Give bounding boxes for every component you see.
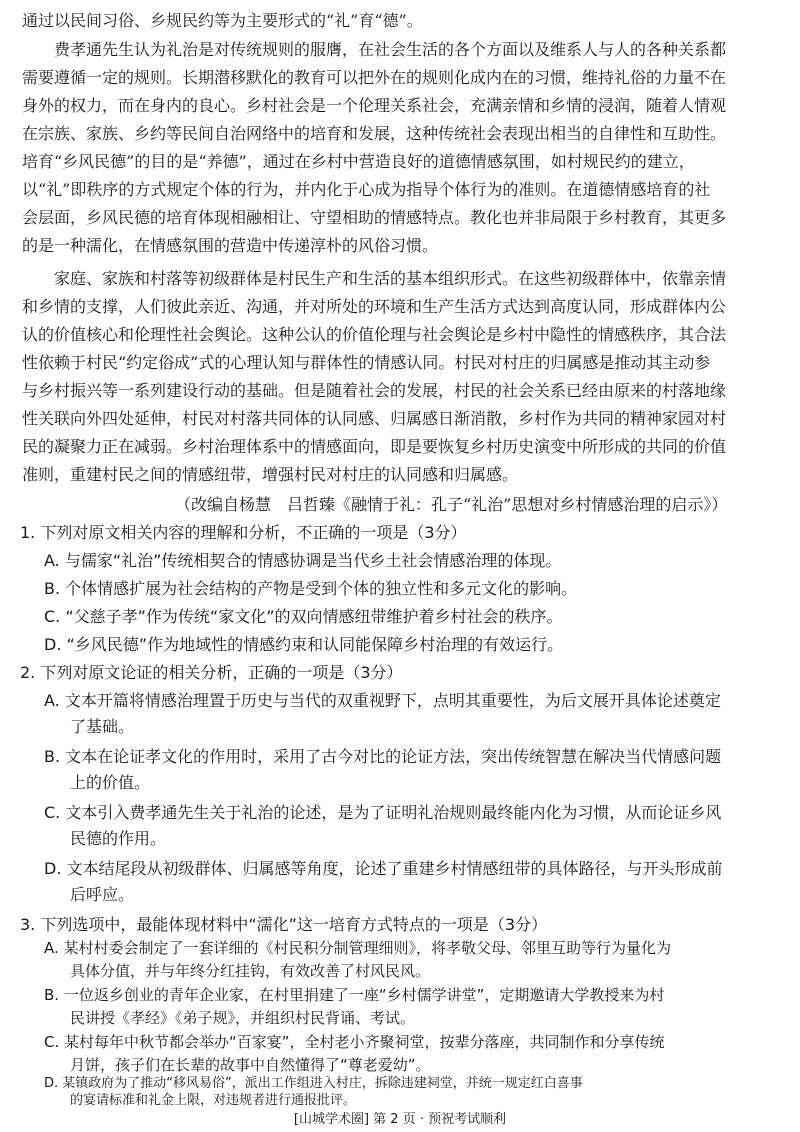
source-citation: （改编自杨慧 吕哲臻《融情于礼：孔子“礼治”思想对乡村情感治理的启示》）	[175, 495, 728, 514]
option-d: D. 文本结尾段从初级群体、归属感等角度，论述了重建乡村情感纽带的具体路径，与开头形成前	[44, 859, 723, 878]
option-c-cont: 民德的作用。	[70, 829, 167, 848]
option-a-cont: 了基础。	[70, 717, 135, 736]
option-d-cont: 后呼应。	[70, 885, 135, 904]
passage-line: 需要遵循一定的规则。长期潜移默化的教育可以把外在的规则化成内在的习惯，维持礼俗的力量不在	[22, 68, 727, 87]
option-c: C. “父慈子孝”作为传统“家文化”的双向情感纽带维护着乡村社会的秩序。	[44, 607, 563, 626]
option-a: A. 某村村委会制定了一套详细的《村民积分制管理细则》，将孝敬父母、邻里互助等行为量化为	[44, 939, 672, 957]
option-b-cont: 上的价值。	[70, 773, 151, 792]
passage-line: 民的凝聚力正在减弱。乡村治理体系中的情感面向，即是要恢复乡村历史演变中所形成的共同的价值	[22, 437, 727, 456]
passage-line: 性依赖于村民“约定俗成”式的心理认知与群体性的情感认同。村民对村庄的归属感是推动其主动参	[22, 353, 711, 372]
passage-line: 的是一种濡化，在情感氛围的营造中传递淳朴的风俗习惯。	[22, 236, 439, 255]
option-a: A. 文本开篇将情感治理置于历史与当代的双重视野下，点明其重要性，为后文展开具体论述奠定	[44, 691, 721, 710]
passage-line: 和乡情的支撑，人们彼此亲近、沟通，并对所处的环境和生产生活方式达到高度认同，形成群体内公	[22, 297, 727, 316]
option-a: A. 与儒家“礼治”传统相契合的情感协调是当代乡土社会情感治理的体现。	[44, 551, 562, 570]
passage-line: 培育“乡风民德”的目的是“养德”，通过在乡村中营造良好的道德情感氛围，如村规民约的建立，	[22, 152, 695, 171]
option-b: B. 文本在论证孝文化的作用时，采用了古今对比的论证方法，突出传统智慧在解决当代情感问题	[44, 747, 722, 766]
option-d-cont: 的宴请标准和礼金上限，对违规者进行通报批评。	[70, 1093, 357, 1108]
option-c: C. 文本引入费孝通先生关于礼治的论述，是为了证明礼治规则最终能内化为习惯，从而论证乡风	[44, 803, 722, 822]
passage-line: 以“礼”即秩序的方式规定个体的行为，并内化于心成为指导个体行为的准则。在道德情感培育的社	[22, 180, 711, 199]
option-a-cont: 具体分值，并与年终分红挂钩，有效改善了村风民风。	[70, 962, 431, 980]
passage-line: 在宗族、家族、乡约等民间自治网络中的培育和发展，这种传统社会表现出相当的自律性和互助性。	[22, 124, 727, 143]
passage-line: 性关联向外四处延伸，村民对村落共同体的认同感、归属感日渐消散，乡村作为共同的精神家园对村	[22, 409, 727, 428]
passage-line: 与乡村振兴等一系列建设行动的基础。但是随着社会的发展，村民的社会关系已经由原来的村落地缘	[22, 381, 727, 400]
passage-line: 费孝通先生认为礼治是对传统规则的服膺，在社会生活的各个方面以及维系人与人的各种关系都	[54, 40, 727, 59]
question-stem: 1. 下列对原文相关内容的理解和分析，不正确的一项是（3分）	[20, 523, 467, 542]
passage-line: 通过以民间习俗、乡规民约等为主要形式的“礼”育“德”。	[22, 11, 423, 30]
option-d: D. 某镇政府为了推动“移风易俗”，派出工作组进入村庄，拆除违建祠堂，并统一规定红白喜事	[44, 1076, 583, 1091]
question-stem: 3. 下列选项中，最能体现材料中“濡化”这一培育方式特点的一项是（3分）	[20, 915, 548, 934]
passage-line: 认的价值核心和伦理性社会舆论。这种公认的价值伦理与社会舆论是乡村中隐性的情感秩序，其合法	[22, 325, 727, 344]
option-d: D. “乡风民德”作为地域性的情感约束和认同能保障乡村治理的有效运行。	[44, 635, 564, 654]
passage-line: 身外的权力，而在身内的良心。乡村社会是一个伦理关系社会，充满亲情和乡情的浸润，随着人情观	[22, 96, 727, 115]
page-footer: [山城学术圈] 第 2 页 · 预祝考试顺利	[293, 1112, 507, 1127]
question-stem: 2. 下列对原文论证的相关分析，正确的一项是（3分）	[20, 663, 403, 682]
option-b: B. 个体情感扩展为社会结构的产物是受到个体的独立性和多元文化的影响。	[44, 579, 578, 598]
option-b: B. 一位返乡创业的青年企业家，在村里捐建了一座“乡村儒学讲堂”，定期邀请大学教授来为村	[44, 986, 665, 1004]
passage-line: 准则，重建村民之间的情感纽带，增强村民对村庄的认同感和归属感。	[22, 465, 519, 484]
option-b-cont: 民讲授《孝经》《弟子规》，并组织村民背诵、考试。	[70, 1009, 416, 1027]
passage-line: 会层面，乡风民德的培育体现相融相让、守望相助的情感特点。教化也并非局限于乡村教育，其更多	[22, 208, 727, 227]
passage-line: 家庭、家族和村落等初级群体是村民生产和生活的基本组织形式。在这些初级群体中，依靠亲情	[54, 269, 727, 288]
option-c: C. 某村每年中秋节都会举办“百家宴”，全村老小齐聚祠堂，按辈分落座，共同制作和分享传统	[44, 1033, 665, 1051]
option-c-cont: 月饼，孩子们在长辈的故事中自然懂得了“尊老爱幼”。	[70, 1056, 431, 1074]
